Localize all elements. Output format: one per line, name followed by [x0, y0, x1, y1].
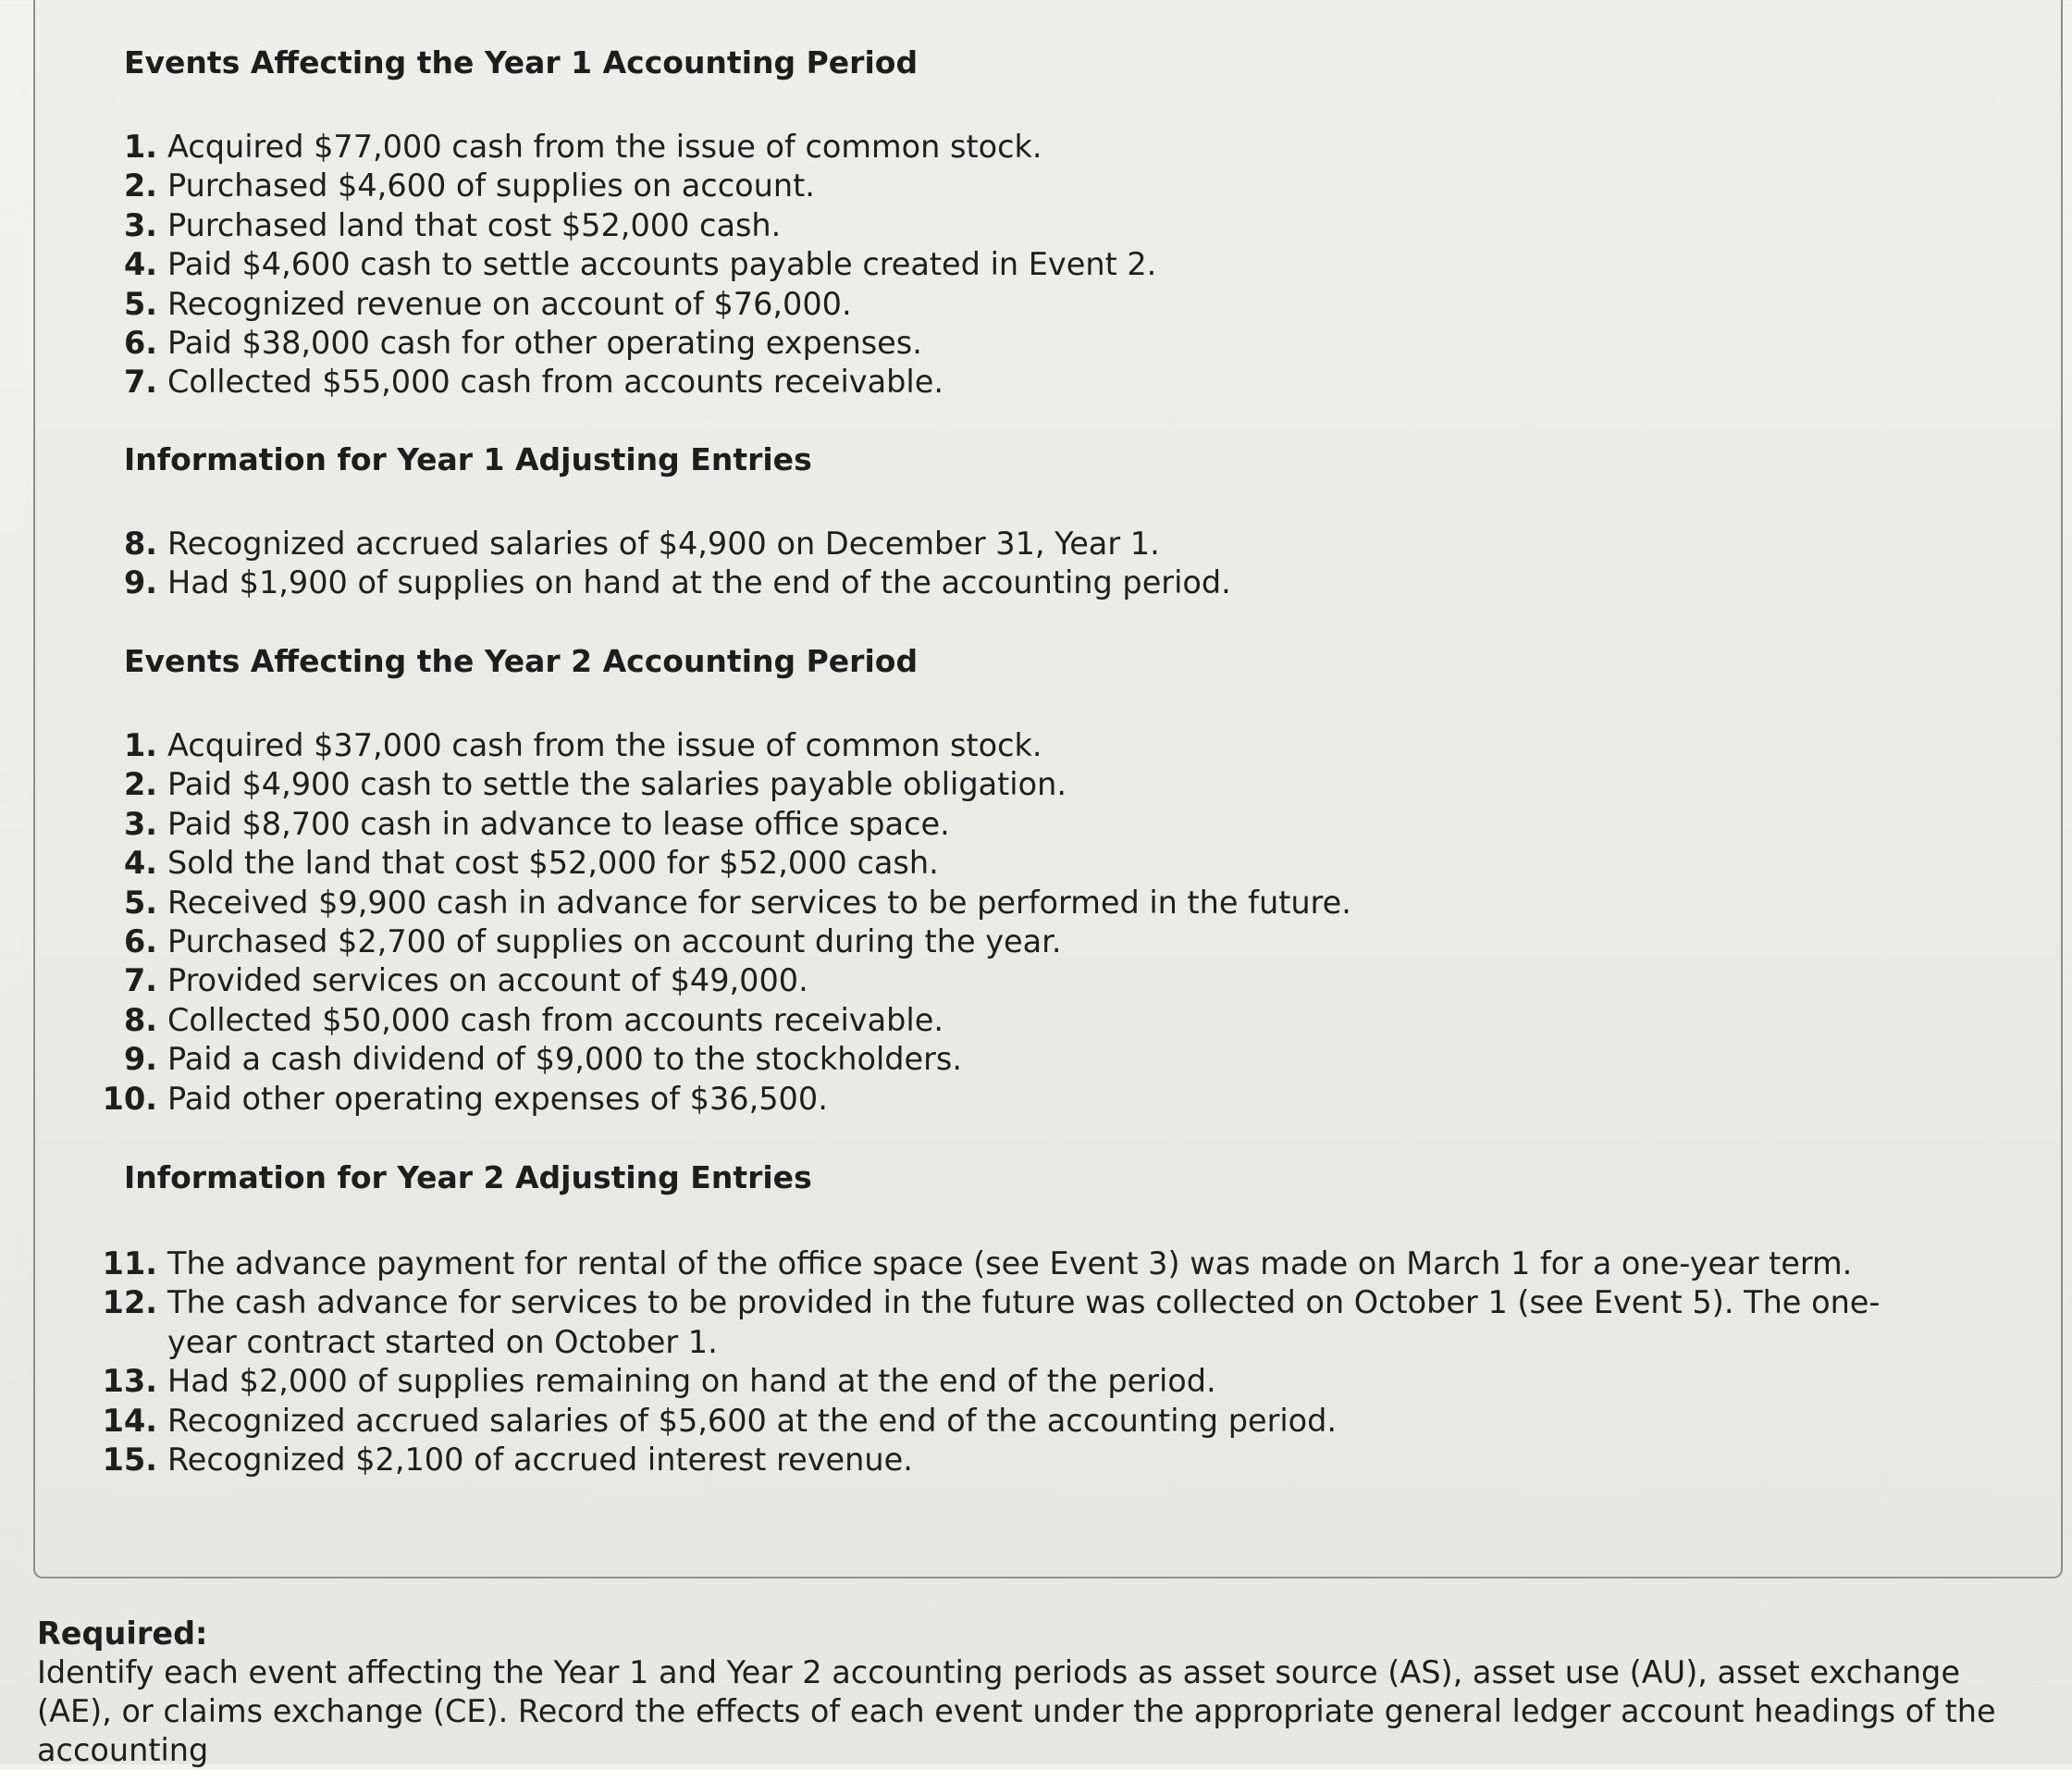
year1-events-list [0, 128, 2035, 402]
year2-event-10: 10. Paid other operating expenses of $36,500. [102, 1080, 828, 1117]
year2-event-2: 2. Paid $4,900 cash to settle the salaries payable obligation. [123, 766, 1067, 803]
year1-adjusting-9: 9. Had $1,900 of supplies on hand at the end of the accounting period. [123, 564, 1231, 601]
year1-event-1: 1. Acquired $77,000 cash from the issue of common stock. [123, 129, 1042, 165]
year1-adjusting-title: Information for Year 1 Adjusting Entries [124, 441, 812, 477]
year1-event-7: 7. Collected $55,000 cash from accounts receivable. [123, 364, 944, 401]
required-label: Required: [37, 1615, 208, 1652]
year2-event-5: 5. Received $9,900 cash in advance for services to be performed in the future. [123, 884, 1351, 921]
year2-adjusting-15: 15. Recognized $2,100 of accrued interest revenue. [102, 1441, 913, 1478]
year2-event-7: 7. Provided services on account of $49,000. [123, 962, 808, 999]
year1-event-2: 2. Purchased $4,600 of supplies on account. [123, 167, 815, 204]
year2-event-9: 9. Paid a cash dividend of $9,000 to the stockholders. [123, 1041, 963, 1078]
year2-events-title: Events Affecting the Year 2 Accounting Period [124, 643, 919, 679]
year1-event-3: 3. Purchased land that cost $52,000 cash. [123, 206, 782, 243]
year2-event-4: 4. Sold the land that cost $52,000 for $52,000 cash. [123, 845, 939, 882]
year2-event-3: 3. Paid $8,700 cash in advance to lease office space. [123, 805, 950, 842]
required-text: Identify each event affecting the Year 1 and Year 2 accounting periods as asset source (AS), asset use (AU), asset exchange (AE), or claims exchange (CE). Record the effects of each event under the appropriate general ledger account headings of the accounting [37, 1654, 1996, 1768]
year2-event-6: 6. Purchased $2,700 of supplies on account during the year. [123, 922, 1062, 959]
year2-event-8: 8. Collected $50,000 cash from accounts receivable. [123, 1001, 944, 1038]
year1-adjusting-list [0, 525, 2035, 603]
year2-adjusting-13: 13. Had $2,000 of supplies remaining on hand at the end of the period. [102, 1363, 1216, 1400]
year2-adjusting-list [0, 1244, 2035, 1479]
year1-adjusting-8: 8. Recognized accrued salaries of $4,900 on December 31, Year 1. [123, 526, 1160, 562]
year1-event-6: 6. Paid $38,000 cash for other operating expenses. [123, 324, 922, 361]
required-section [37, 1615, 2035, 1770]
year2-events-list [0, 726, 2035, 1119]
year2-adjusting-14: 14. Recognized accrued salaries of $5,600 at the end of the accounting period. [102, 1402, 1338, 1439]
year2-adjusting-11: 11. The advance payment for rental of the office space (see Event 3) was made on March 1 for a one-year term. [102, 1245, 1853, 1281]
year1-event-5: 5. Recognized revenue on account of $76,000. [123, 285, 852, 322]
year1-event-4: 4. Paid $4,600 cash to settle accounts payable created in Event 2. [123, 246, 1157, 283]
year2-adjusting-title: Information for Year 2 Adjusting Entries [124, 1159, 812, 1195]
year1-events-title: Events Affecting the Year 1 Accounting Period [124, 44, 919, 80]
year2-adjusting-12: 12. The cash advance for services to be provided in the future was collected on October 1 (see Event 5). The one-year contract started on October 1. [102, 1284, 1881, 1360]
year2-event-1: 1. Acquired $37,000 cash from the issue of common stock. [123, 727, 1042, 763]
